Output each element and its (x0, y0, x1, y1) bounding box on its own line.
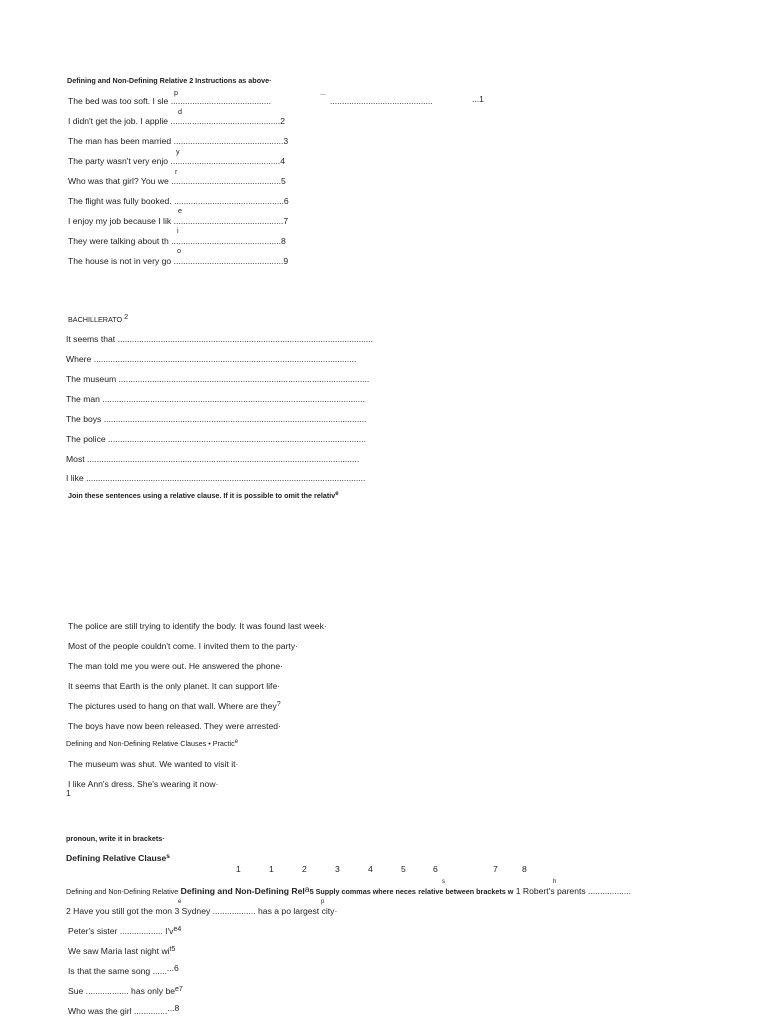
mixed-part-d: 5 Supply commas where neces (309, 887, 416, 896)
exercise-text: The bed was too soft. I sle (68, 96, 169, 106)
exercise-text: I didn't get the job. I applie (68, 116, 169, 126)
sentence-text: The pictures used to hang on that wall. Where are they (68, 701, 277, 711)
exercise-text: The police (66, 434, 106, 444)
section1-heading: Defining and Non-Defining Relative 2 Instructions as above· (67, 76, 272, 85)
exercise-text: The man has been married (68, 136, 172, 146)
answer-blank[interactable]: ............................................................................................................ (108, 434, 366, 444)
exercise-line (66, 454, 359, 464)
column-number: 3 (335, 864, 340, 874)
line-number: ...6 (166, 963, 179, 973)
mixed-part-f: 1 Robert's parents .................. (515, 886, 632, 896)
line-number: ...9 (276, 256, 289, 266)
exercise-text: The museum (66, 374, 117, 384)
exercise-text: Is that the same song ...... (68, 966, 167, 976)
section-title: Defining Relative Clause (66, 853, 167, 863)
pronoun-note: pronoun, write it in brackets· (66, 834, 165, 843)
exercise-text: 3 Sydney .................. has a po (174, 906, 291, 916)
instruction-superscript: e (335, 491, 339, 497)
line-number: ...4 (273, 156, 286, 166)
answer-blank[interactable]: .............................................................................................................. (102, 394, 365, 404)
exercise-line (68, 256, 288, 266)
sentence-line: The museum was shut. We wanted to visit it· (68, 759, 239, 769)
instruction-text (68, 491, 339, 502)
sentence-line: Most of the people couldn't come. I invited them to the party· (68, 641, 298, 651)
line-number: ...7 (276, 216, 289, 226)
exercise-text: The boys (66, 414, 102, 424)
line-superscript: t5 (169, 946, 176, 953)
mixed-part-a: Defining and Non-Defining Relative (66, 887, 179, 896)
exercise-text: The man (66, 394, 100, 404)
answer-blank[interactable]: .................................................................................................................. (87, 454, 360, 464)
line-number: ...3 (276, 136, 289, 146)
line-number: ...2 (273, 116, 286, 126)
line-number: ...8 (167, 1003, 180, 1013)
sentence-line (68, 701, 281, 713)
exercise-text: The house is not in very go (68, 256, 172, 266)
exercise-text: Peter's sister .................. I'v (68, 926, 174, 936)
exercise-line (68, 156, 285, 166)
exercise-text: Sue .................. has only be (68, 986, 175, 996)
exercise-line (68, 96, 271, 106)
exercise-text: Where (66, 354, 92, 364)
exercise-line (66, 434, 366, 444)
answer-blank[interactable]: ........................................... (171, 176, 274, 186)
answer-blank[interactable]: ........................................... (173, 216, 277, 226)
answer-blank[interactable]: ........................................... (171, 236, 274, 246)
column-number: 4 (368, 864, 373, 874)
sentence-line: It seems that Earth is the only planet. It can support life· (68, 681, 281, 691)
section-title: BACHILLERATO (68, 315, 123, 324)
exercise-line (68, 1003, 180, 1016)
answer-blank[interactable]: .............................................................................................................. (103, 414, 367, 424)
exercise-text: Who was that girl? You we (68, 176, 169, 186)
exercise-line (68, 986, 183, 998)
line-superscript: y (176, 147, 180, 156)
answer-blank[interactable]: ........................................... (173, 256, 277, 266)
exercise-line (68, 176, 286, 186)
page-number: 1 (66, 788, 71, 798)
sentence-line: The boys have now been released. They were arrested· (68, 721, 281, 731)
exercise-line (66, 414, 366, 424)
exercise-line (66, 374, 369, 384)
line-superscript: d (178, 107, 182, 116)
column-number: 1 (236, 864, 241, 874)
answer-blank[interactable]: ......................................................................................................... (118, 374, 370, 384)
heading-superscript: 2 (124, 312, 129, 321)
line-superscript: h (553, 879, 557, 885)
line-superscript: e (178, 899, 182, 905)
exercise-line (68, 116, 285, 126)
column-number: 8 (522, 864, 527, 874)
answer-blank[interactable]: ........................................................................................................... (117, 334, 374, 344)
heading-superscript: s (166, 853, 170, 860)
exercise-line (68, 136, 288, 146)
exercise-text: It seems that (66, 334, 116, 344)
sentence-line: I like Ann's dress. She's wearing it now· (68, 779, 219, 789)
line-number: ...1 (472, 94, 484, 104)
line-number: ...8 (273, 236, 286, 246)
answer-blank[interactable]: .......................................... (170, 96, 271, 106)
exercise-line (68, 196, 289, 206)
line-superscript: p (174, 88, 178, 97)
mixed-line (66, 886, 631, 897)
practice-title: Defining and Non-Defining Relative Clauses • Practic (66, 739, 235, 748)
exercise-line (66, 394, 365, 404)
column-number: 1 (269, 864, 274, 874)
answer-blank[interactable]: ........................................... (173, 136, 277, 146)
line-superscript: p (321, 899, 325, 905)
line-superscript: e7 (175, 986, 183, 993)
column-number: 6 (433, 864, 438, 874)
line-superscript: e (178, 206, 182, 215)
answer-blank[interactable]: ........................................... (170, 116, 274, 126)
column-number: 2 (302, 864, 307, 874)
exercise-line (68, 236, 286, 246)
exercise-text: We saw Maria last night wi (68, 946, 170, 956)
column-number: 7 (493, 864, 498, 874)
answer-blank[interactable]: ........................................... (174, 196, 277, 206)
practice-superscript: e (234, 739, 239, 745)
section4-heading (66, 853, 170, 865)
mixed-part-b: Defining and Non-Defining Rel (180, 886, 305, 896)
exercise-text: The flight was fully booked. (68, 196, 172, 206)
answer-blank[interactable]: .............................................................................................................. (93, 354, 357, 364)
exercise-text: I enjoy my job because I lik (68, 216, 172, 226)
mixed-part-e: relative between brackets w (418, 887, 514, 896)
line-superscript: e4 (173, 926, 182, 933)
line-number: ...6 (276, 196, 289, 206)
mixed-part-c: a (304, 884, 310, 894)
exercise-text: 2 Have you still got the mon (66, 906, 173, 916)
exercise-line (68, 926, 181, 938)
section2-heading (68, 312, 129, 325)
line-superscript: i (177, 226, 179, 235)
practice-heading (66, 739, 238, 750)
sentence-line: The police are still trying to identify the body. It was found last week· (68, 621, 327, 631)
exercise-text: Who was the girl .............. (68, 1006, 168, 1016)
line-superscript: s (442, 879, 445, 885)
exercise-text: largest city· (293, 906, 338, 916)
exercise-line (66, 354, 356, 364)
exercise-text: They were talking about th (68, 236, 169, 246)
answer-blank[interactable]: ..................................................................................................................... (86, 473, 366, 483)
stray-mark: ... (320, 88, 326, 97)
exercise-line (66, 473, 365, 483)
answer-blank[interactable]: ........................................... (330, 96, 433, 106)
exercise-line (66, 334, 373, 344)
line-number: ...5 (273, 176, 286, 186)
exercise-line (68, 216, 288, 226)
answer-blank[interactable]: ........................................... (170, 156, 274, 166)
exercise-text: Most (66, 454, 85, 464)
exercise-text: The party wasn't very enjo (68, 156, 169, 166)
line-superscript: r (175, 167, 178, 176)
exercise-text: I like (66, 473, 84, 483)
exercise-line (66, 906, 337, 916)
question-mark: ? (276, 701, 281, 708)
line-superscript: o (177, 246, 181, 255)
exercise-line (68, 963, 179, 976)
exercise-line (68, 946, 175, 958)
column-number: 5 (401, 864, 406, 874)
instruction-main: Join these sentences using a relative clause. If it is possible to omit the relativ (68, 491, 336, 500)
sentence-line: The man told me you were out. He answered the phone· (68, 661, 283, 671)
